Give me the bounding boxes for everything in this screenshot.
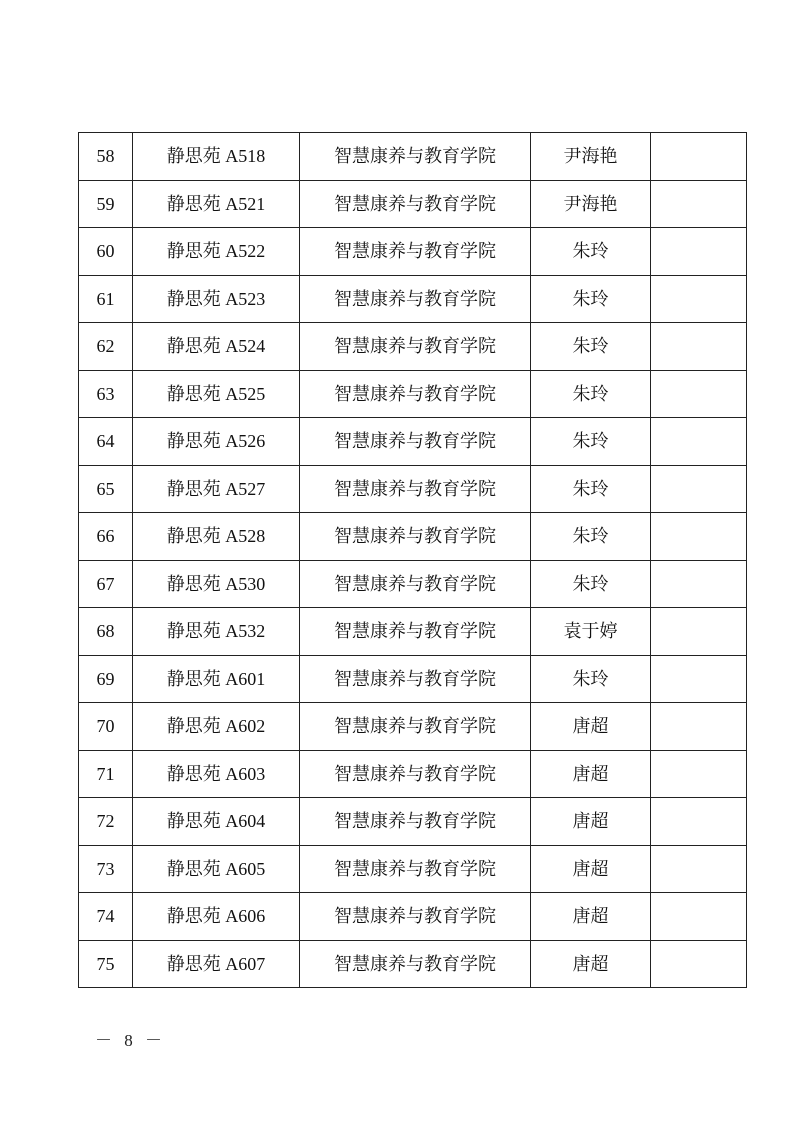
note-cell bbox=[651, 845, 747, 893]
note-cell bbox=[651, 228, 747, 276]
college-cell: 智慧康养与教育学院 bbox=[300, 940, 531, 988]
table-row bbox=[79, 703, 747, 751]
note-cell bbox=[651, 560, 747, 608]
note-cell bbox=[651, 608, 747, 656]
note-cell bbox=[651, 750, 747, 798]
note-cell bbox=[651, 798, 747, 846]
college-cell: 智慧康养与教育学院 bbox=[300, 133, 531, 181]
room-cell: 静思苑 A601 bbox=[133, 655, 300, 703]
row-number-cell: 62 bbox=[79, 323, 133, 371]
row-number-cell: 60 bbox=[79, 228, 133, 276]
note-cell bbox=[651, 275, 747, 323]
table-row bbox=[79, 275, 747, 323]
teacher-cell: 尹海艳 bbox=[531, 133, 651, 181]
table-row bbox=[79, 465, 747, 513]
teacher-cell: 朱玲 bbox=[531, 323, 651, 371]
teacher-cell: 朱玲 bbox=[531, 228, 651, 276]
college-cell: 智慧康养与教育学院 bbox=[300, 845, 531, 893]
note-cell bbox=[651, 893, 747, 941]
note-cell bbox=[651, 323, 747, 371]
room-cell: 静思苑 A524 bbox=[133, 323, 300, 371]
college-cell: 智慧康养与教育学院 bbox=[300, 560, 531, 608]
teacher-cell: 唐超 bbox=[531, 703, 651, 751]
room-cell: 静思苑 A521 bbox=[133, 180, 300, 228]
room-cell: 静思苑 A525 bbox=[133, 370, 300, 418]
row-number-cell: 75 bbox=[79, 940, 133, 988]
table-row bbox=[79, 133, 747, 181]
teacher-cell: 朱玲 bbox=[531, 560, 651, 608]
row-number-cell: 58 bbox=[79, 133, 133, 181]
room-cell: 静思苑 A605 bbox=[133, 845, 300, 893]
teacher-cell: 朱玲 bbox=[531, 418, 651, 466]
college-cell: 智慧康养与教育学院 bbox=[300, 703, 531, 751]
college-cell: 智慧康养与教育学院 bbox=[300, 513, 531, 561]
college-cell: 智慧康养与教育学院 bbox=[300, 893, 531, 941]
room-cell: 静思苑 A528 bbox=[133, 513, 300, 561]
table-row bbox=[79, 180, 747, 228]
room-cell: 静思苑 A606 bbox=[133, 893, 300, 941]
room-cell: 静思苑 A604 bbox=[133, 798, 300, 846]
row-number-cell: 69 bbox=[79, 655, 133, 703]
row-number-cell: 68 bbox=[79, 608, 133, 656]
row-number-cell: 72 bbox=[79, 798, 133, 846]
college-cell: 智慧康养与教育学院 bbox=[300, 608, 531, 656]
row-number-cell: 59 bbox=[79, 180, 133, 228]
table-row bbox=[79, 893, 747, 941]
teacher-cell: 唐超 bbox=[531, 750, 651, 798]
note-cell bbox=[651, 370, 747, 418]
college-cell: 智慧康养与教育学院 bbox=[300, 228, 531, 276]
table-body bbox=[79, 133, 747, 988]
teacher-cell: 唐超 bbox=[531, 940, 651, 988]
teacher-cell: 朱玲 bbox=[531, 513, 651, 561]
table-row bbox=[79, 798, 747, 846]
note-cell bbox=[651, 133, 747, 181]
table-row bbox=[79, 560, 747, 608]
room-cell: 静思苑 A602 bbox=[133, 703, 300, 751]
college-cell: 智慧康养与教育学院 bbox=[300, 180, 531, 228]
row-number-cell: 74 bbox=[79, 893, 133, 941]
table-row bbox=[79, 323, 747, 371]
note-cell bbox=[651, 180, 747, 228]
teacher-cell: 唐超 bbox=[531, 893, 651, 941]
note-cell bbox=[651, 465, 747, 513]
table-row bbox=[79, 513, 747, 561]
row-number-cell: 73 bbox=[79, 845, 133, 893]
room-cell: 静思苑 A522 bbox=[133, 228, 300, 276]
note-cell bbox=[651, 940, 747, 988]
room-cell: 静思苑 A530 bbox=[133, 560, 300, 608]
row-number-cell: 67 bbox=[79, 560, 133, 608]
teacher-cell: 朱玲 bbox=[531, 465, 651, 513]
room-cell: 静思苑 A523 bbox=[133, 275, 300, 323]
teacher-cell: 袁于婷 bbox=[531, 608, 651, 656]
page-number: － 8 － bbox=[95, 1031, 166, 1050]
teacher-cell: 朱玲 bbox=[531, 655, 651, 703]
room-cell: 静思苑 A527 bbox=[133, 465, 300, 513]
room-cell: 静思苑 A526 bbox=[133, 418, 300, 466]
table-row bbox=[79, 940, 747, 988]
dormitory-table bbox=[78, 132, 747, 988]
row-number-cell: 64 bbox=[79, 418, 133, 466]
table-row bbox=[79, 608, 747, 656]
row-number-cell: 70 bbox=[79, 703, 133, 751]
room-cell: 静思苑 A518 bbox=[133, 133, 300, 181]
table-row bbox=[79, 750, 747, 798]
table-row bbox=[79, 228, 747, 276]
teacher-cell: 唐超 bbox=[531, 798, 651, 846]
table-row bbox=[79, 845, 747, 893]
teacher-cell: 朱玲 bbox=[531, 370, 651, 418]
college-cell: 智慧康养与教育学院 bbox=[300, 465, 531, 513]
teacher-cell: 朱玲 bbox=[531, 275, 651, 323]
college-cell: 智慧康养与教育学院 bbox=[300, 798, 531, 846]
room-cell: 静思苑 A532 bbox=[133, 608, 300, 656]
college-cell: 智慧康养与教育学院 bbox=[300, 323, 531, 371]
row-number-cell: 66 bbox=[79, 513, 133, 561]
table-row bbox=[79, 418, 747, 466]
room-cell: 静思苑 A607 bbox=[133, 940, 300, 988]
row-number-cell: 65 bbox=[79, 465, 133, 513]
room-cell: 静思苑 A603 bbox=[133, 750, 300, 798]
table-row bbox=[79, 370, 747, 418]
row-number-cell: 61 bbox=[79, 275, 133, 323]
note-cell bbox=[651, 703, 747, 751]
college-cell: 智慧康养与教育学院 bbox=[300, 655, 531, 703]
note-cell bbox=[651, 655, 747, 703]
teacher-cell: 尹海艳 bbox=[531, 180, 651, 228]
table-row bbox=[79, 655, 747, 703]
teacher-cell: 唐超 bbox=[531, 845, 651, 893]
college-cell: 智慧康养与教育学院 bbox=[300, 418, 531, 466]
college-cell: 智慧康养与教育学院 bbox=[300, 370, 531, 418]
college-cell: 智慧康养与教育学院 bbox=[300, 275, 531, 323]
college-cell: 智慧康养与教育学院 bbox=[300, 750, 531, 798]
row-number-cell: 71 bbox=[79, 750, 133, 798]
note-cell bbox=[651, 513, 747, 561]
row-number-cell: 63 bbox=[79, 370, 133, 418]
note-cell bbox=[651, 418, 747, 466]
